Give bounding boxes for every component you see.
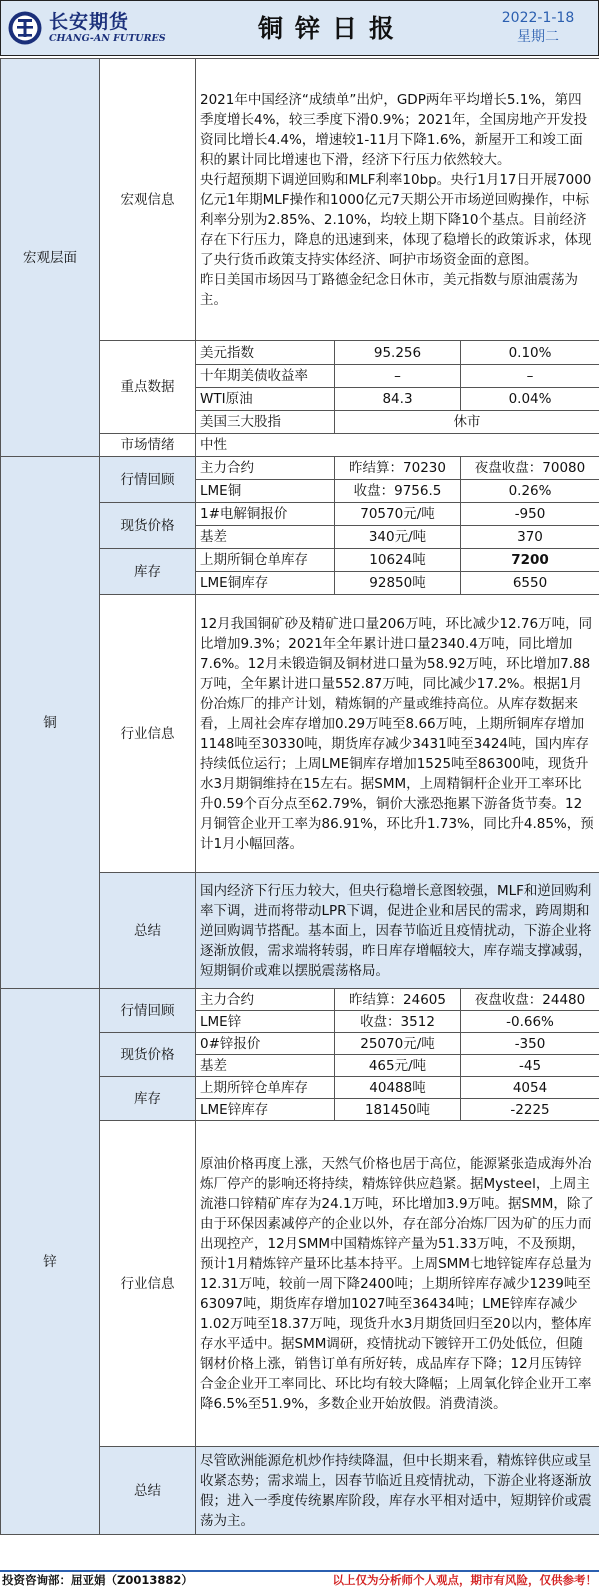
zinc-spot-value: 25070元/吨 <box>335 1033 461 1055</box>
zinc-spot-change: -350 <box>461 1033 599 1055</box>
zinc-stock-value: 40488吨 <box>335 1077 461 1099</box>
report-date: 2022-1-18 <box>501 10 575 26</box>
category-zinc-market: 行情回顾 <box>100 989 196 1033</box>
section-copper: 铜 <box>1 457 100 989</box>
zinc-stock-change: 4054 <box>461 1077 599 1099</box>
report-table <box>0 58 599 1535</box>
category-zinc-industry: 行业信息 <box>100 1121 196 1447</box>
zinc-spot-name: 基差 <box>196 1055 335 1077</box>
zinc-summary-text: 尽管欧洲能源危机炒作持续降温，但中长期来看，精炼锌供应或呈收紧态势；需求端上，因春节临近且疫情扰动，下游企业将逐渐放假；进入一季度传统累库阶段，库存水平相对适中，短期锌价或震荡为主。 <box>196 1447 599 1535</box>
category-copper-spot: 现货价格 <box>100 503 196 549</box>
category-copper-summary: 总结 <box>100 873 196 989</box>
key-data-name: 十年期美债收益率 <box>196 365 335 388</box>
key-data-value: 休市 <box>335 411 599 434</box>
copper-market-name: LME铜 <box>196 480 335 503</box>
zinc-spot-name: 0#锌报价 <box>196 1033 335 1055</box>
category-zinc-spot: 现货价格 <box>100 1033 196 1077</box>
zinc-market-change: 夜盘收盘：24480 <box>461 989 599 1011</box>
copper-stock-change: 6550 <box>461 572 599 595</box>
category-copper-market: 行情回顾 <box>100 457 196 503</box>
section-macro: 宏观层面 <box>1 59 100 457</box>
copper-market-name: 主力合约 <box>196 457 335 480</box>
zinc-market-value: 昨结算：24605 <box>335 989 461 1011</box>
category-zinc-stock: 库存 <box>100 1077 196 1121</box>
key-data-name: WTI原油 <box>196 388 335 411</box>
category-copper-stock: 库存 <box>100 549 196 595</box>
zinc-stock-name: LME锌库存 <box>196 1099 335 1121</box>
report-footer <box>0 1570 599 1588</box>
analyst-credit: 投资咨询部：屈亚娟（Z0013882） <box>2 1573 193 1587</box>
key-data-name: 美国三大股指 <box>196 411 335 434</box>
zinc-spot-value: 465元/吨 <box>335 1055 461 1077</box>
key-data-change: 0.04% <box>461 388 599 411</box>
zinc-market-change: -0.66% <box>461 1011 599 1033</box>
risk-disclaimer: 以上仅为分析师个人观点，期市有风险，仅供参考！ <box>332 1573 597 1587</box>
changan-logo-icon <box>7 10 43 46</box>
copper-spot-change: -950 <box>461 503 599 526</box>
copper-stock-name: LME铜库存 <box>196 572 335 595</box>
key-data-value: – <box>335 365 461 388</box>
zinc-market-name: LME锌 <box>196 1011 335 1033</box>
copper-market-change: 夜盘收盘：70080 <box>461 457 599 480</box>
zinc-stock-change: -2225 <box>461 1099 599 1121</box>
copper-stock-change: 7200 <box>461 549 599 572</box>
category-macro-info: 宏观信息 <box>100 59 196 341</box>
copper-spot-value: 340元/吨 <box>335 526 461 549</box>
key-data-value: 84.3 <box>335 388 461 411</box>
report-title: 铜锌日报 <box>257 14 406 43</box>
copper-stock-value: 92850吨 <box>335 572 461 595</box>
copper-stock-value: 10624吨 <box>335 549 461 572</box>
copper-stock-name: 上期所铜仓单库存 <box>196 549 335 572</box>
zinc-market-value: 收盘：3512 <box>335 1011 461 1033</box>
market-sentiment-value: 中性 <box>196 434 599 457</box>
report-weekday: 星期二 <box>517 29 559 45</box>
macro-info-content: 2021年中国经济“成绩单”出炉，GDP两年平均增长5.1%，第四季度增长4%，较三季度下滑0.9%；2021年，全国房地产开发投资同比增长4.4%，增速较1-11月下降1.6%，新屋开工和竣工面积的累计同比增速也下滑，经济下行压力依然较大。 央行超预期下调逆回购和MLF利率10bp。央行1月17日开展7000亿元1年期MLF操作和1000亿元7天期公开市场逆回购操作，中标利率分别为2.85%、2.10%，均较上期下降10个基点。目前经济存在下行压力，降息的迅速到来，体现了稳增长的政策诉求，体现了央行货币政策支持实体经济、呵护市场资金面的意图。 昨日美国市场因马丁路德金纪念日休市，美元指数与原油震荡为主。 <box>200 91 592 308</box>
copper-industry-text: 12月我国铜矿砂及精矿进口量206万吨，环比减少12.76万吨，同比增加9.3%；2021年全年累计进口量2340.4万吨，同比增加7.6%。12月未锻造铜及铜材进口量为58.92万吨，环比增加7.88万吨，全年累计进口量552.87万吨，同比减少17.2%。根据1月份冶炼厂的排产计划，精炼铜的产量或维持高位。从库存数据来看，上周社会库存增加0.29万吨至8.66万吨，上期所铜库存增加1148吨至30330吨，期货库存减少3431吨至3424吨，国内库存持续低位运行；上周LME铜库存增加1525吨至86300吨，现货升水3月期铜维持在15左右。据SMM，上周精铜杆企业开工率环比升0.59个百分点至62.79%，铜价大涨恐拖累下游备货节奏。12月铜管企业开工率为86.91%，环比升1.73%，同比升4.85%，预计1月小幅回落。 <box>196 595 599 873</box>
category-copper-industry: 行业信息 <box>100 595 196 873</box>
key-data-name: 美元指数 <box>196 341 335 365</box>
logo-chinese-name: 长安期货 <box>49 11 130 33</box>
copper-spot-name: 基差 <box>196 526 335 549</box>
copper-summary-text: 国内经济下行压力较大，但央行稳增长意图较强，MLF和逆回购利率下调，进而将带动LPR下调，促进企业和居民的需求，跨周期和逆回购调节搭配。基本面上，因春节临近且疫情扰动，下游企业将逐渐放假，需求端将转弱，昨日库存增幅较大，库存端支撑减弱，短期铜价或难以摆脱震荡格局。 <box>196 873 599 989</box>
copper-spot-value: 70570元/吨 <box>335 503 461 526</box>
copper-spot-change: 370 <box>461 526 599 549</box>
category-zinc-summary: 总结 <box>100 1447 196 1535</box>
copper-market-value: 收盘：9756.5 <box>335 480 461 503</box>
section-zinc: 锌 <box>1 989 100 1535</box>
key-data-change: – <box>461 365 599 388</box>
zinc-stock-name: 上期所锌仓单库存 <box>196 1077 335 1099</box>
category-key-data: 重点数据 <box>100 341 196 434</box>
report-header <box>0 0 599 56</box>
copper-spot-name: 1#电解铜报价 <box>196 503 335 526</box>
category-market-sentiment: 市场情绪 <box>100 434 196 457</box>
macro-info-text <box>196 59 599 341</box>
key-data-change: 0.10% <box>461 341 599 365</box>
zinc-stock-value: 181450吨 <box>335 1099 461 1121</box>
report-date-box <box>478 1 598 55</box>
copper-market-change: 0.26% <box>461 480 599 503</box>
zinc-industry-text: 原油价格再度上涨，天然气价格也居于高位，能源紧张造成海外冶炼厂停产的影响还将持续，精炼锌供应趋紧。据Mysteel，上周主流港口锌精矿库存为24.1万吨，环比增加3.9万吨。据SMM，除了由于环保因素减停产的企业以外，存在部分冶炼厂因为矿的压力而出现控产，12月SMM中国精炼锌产量为51.33万吨，不及预期，预计1月精炼锌产量环比基本持平。上周SMM七地锌锭库存总量为12.31万吨，较前一周下降2400吨；上期所锌库存减少1239吨至63097吨，期货库存增加1027吨至36434吨；LME锌库存减少1.02万吨至18.37万吨，现货升水3月期货回归至20以内，整体库存水平适中。据SMM调研，疫情扰动下镀锌开工仍处低位，但随钢材价格上涨，销售订单有所好转，成品库存下降；12月压铸锌合金企业开工率同比、环比均有较大降幅；上周氧化锌企业开工率降6.5%至51.9%，多数企业开始放假。消费清淡。 <box>196 1121 599 1447</box>
zinc-spot-change: -45 <box>461 1055 599 1077</box>
key-data-value: 95.256 <box>335 341 461 365</box>
copper-market-value: 昨结算：70230 <box>335 457 461 480</box>
logo-english-name: CHANG-AN FUTURES <box>49 33 166 44</box>
zinc-market-name: 主力合约 <box>196 989 335 1011</box>
company-logo <box>1 1 176 55</box>
